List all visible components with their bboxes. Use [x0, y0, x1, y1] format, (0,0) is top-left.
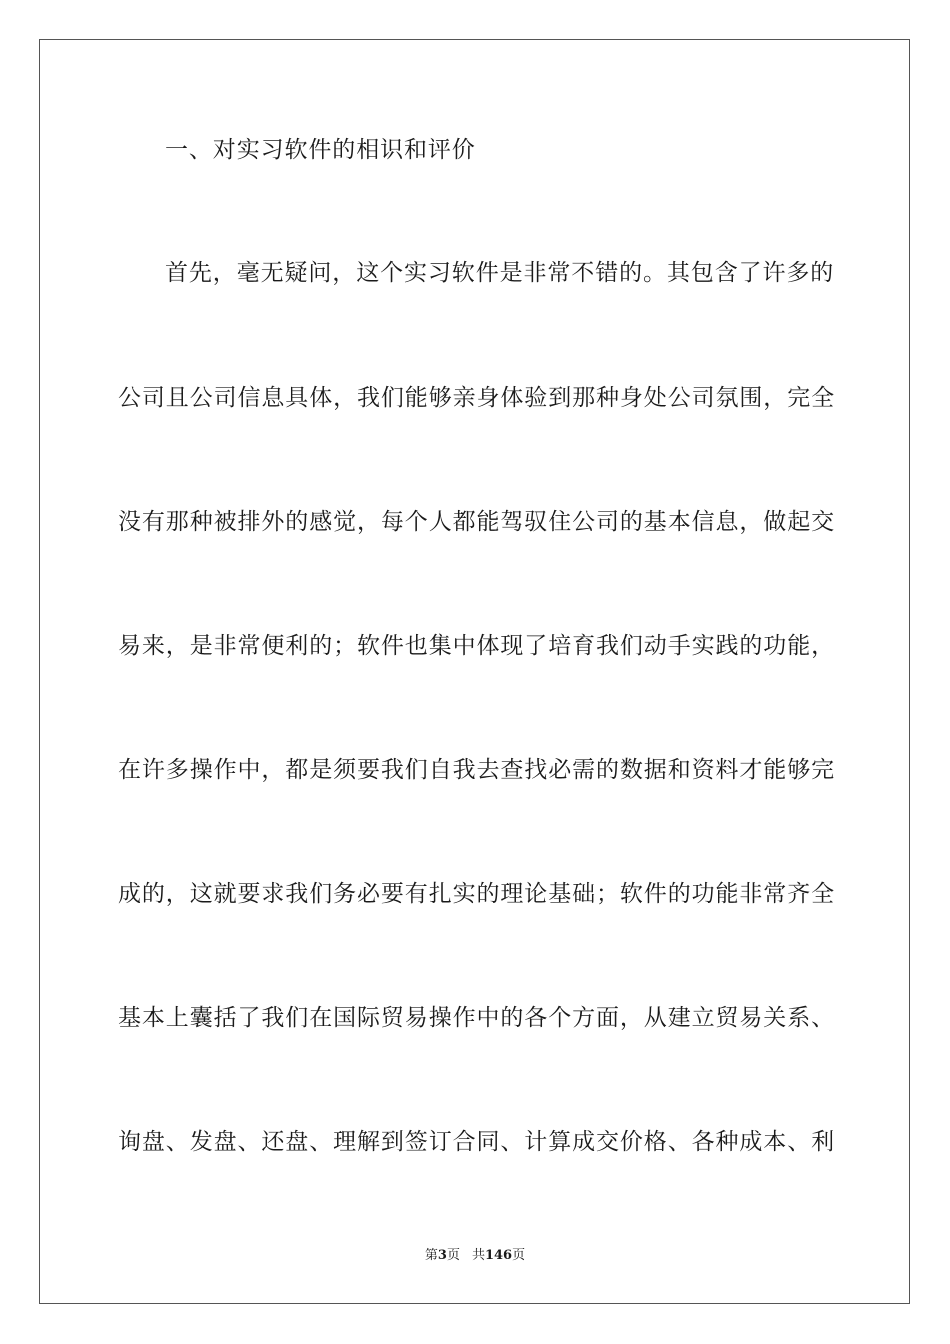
paragraph-line-6: 成的，这就要求我们务必要有扎实的理论基础；软件的功能非常齐全: [118, 881, 835, 907]
paragraph-line-5: 在许多操作中，都是须要我们自我去查找必需的数据和资料才能够完: [118, 757, 835, 783]
page-prefix: 第: [424, 1248, 438, 1263]
paragraph-line-1: 首先，毫无疑问，这个实习软件是非常不错的。其包含了许多的: [165, 260, 835, 286]
page-number: 3: [437, 1248, 447, 1263]
total-suffix: 页: [512, 1248, 526, 1263]
page-suffix: 页: [446, 1248, 460, 1263]
total-prefix: 共: [471, 1248, 485, 1263]
page-footer: [0, 1248, 950, 1264]
page-border: [39, 39, 910, 1304]
paragraph-line-3: 没有那种被排外的感觉，每个人都能驾驭住公司的基本信息，做起交: [118, 509, 835, 535]
section-heading: 一、对实习软件的相识和评价: [165, 137, 476, 163]
paragraph-line-7: 基本上囊括了我们在国际贸易操作中的各个方面，从建立贸易关系、: [118, 1005, 835, 1031]
paragraph-line-2: 公司且公司信息具体，我们能够亲身体验到那种身处公司氛围，完全: [118, 385, 835, 411]
paragraph-line-8: 询盘、发盘、还盘、理解到签订合同、计算成交价格、各种成本、利: [118, 1129, 835, 1155]
total-pages: 146: [484, 1248, 513, 1263]
paragraph-line-4: 易来，是非常便利的；软件也集中体现了培育我们动手实践的功能，: [118, 633, 835, 659]
